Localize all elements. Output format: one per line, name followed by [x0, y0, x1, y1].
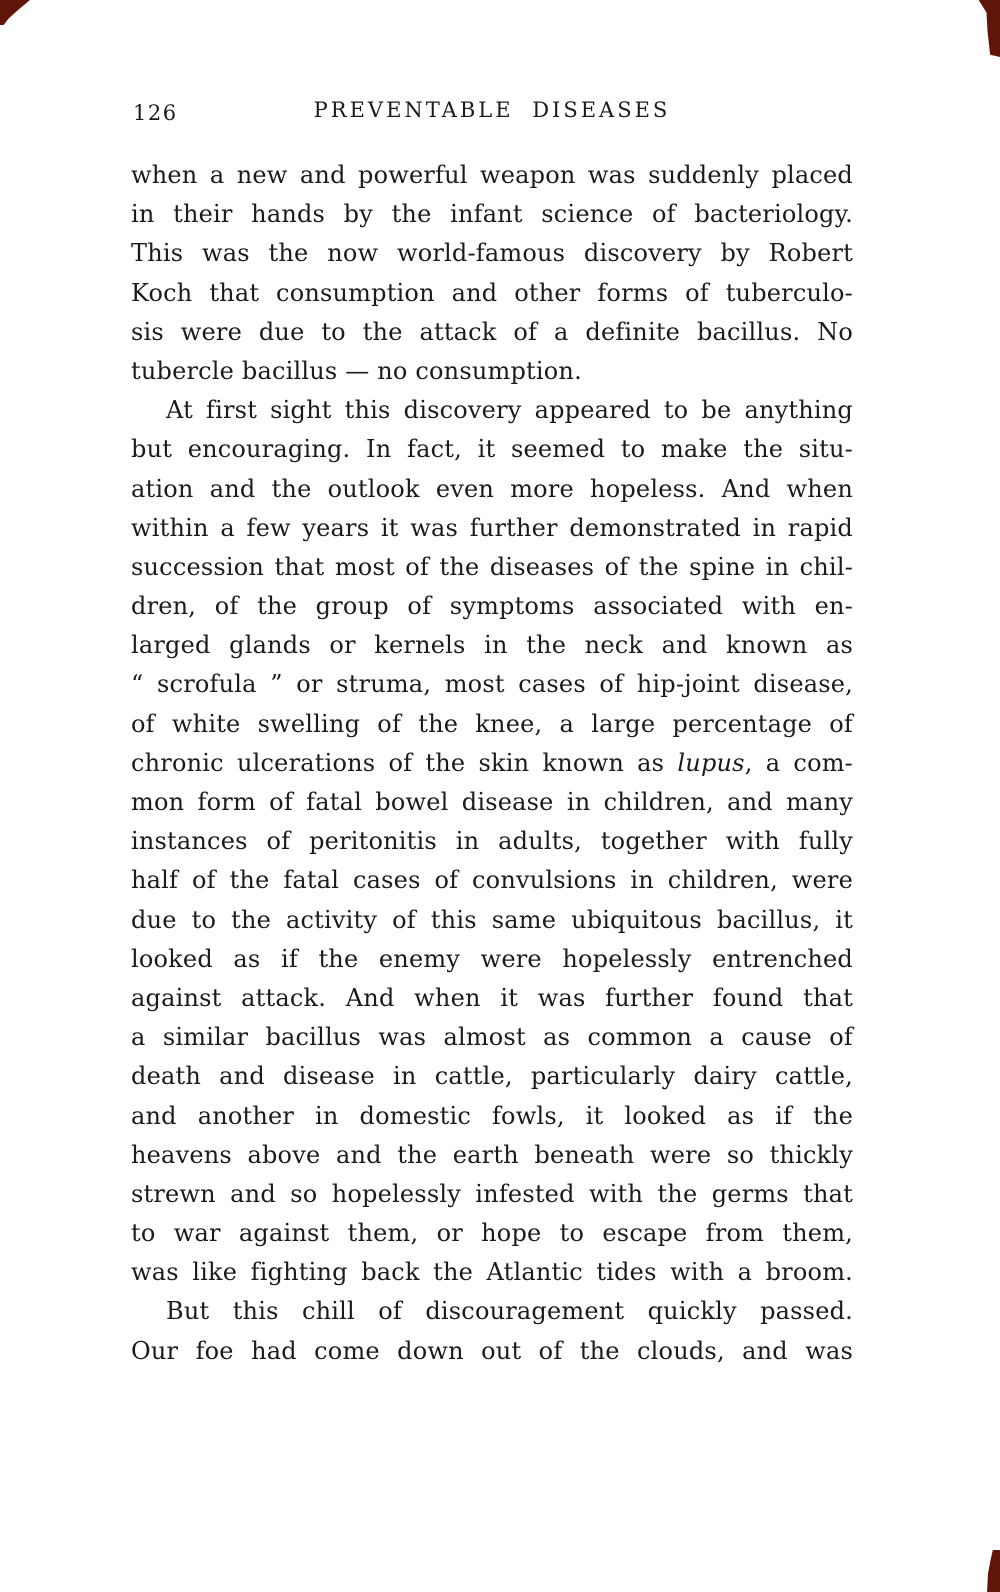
text-segment: , a com- — [744, 748, 853, 777]
text-segment: Our foe had come down out of the clouds, and was — [131, 1336, 853, 1365]
text-line — [131, 352, 853, 391]
text-line — [131, 1057, 853, 1096]
text-segment: sis were due to the attack of a definite bacillus. No — [131, 317, 853, 346]
text-line — [131, 901, 853, 940]
text-segment: within a few years it was further demonstrated in rapid — [131, 513, 853, 542]
text-segment: of white swelling of the knee, a large percentage of — [131, 709, 853, 738]
running-title: PREVENTABLE DISEASES — [313, 98, 671, 122]
text-segment: Koch that consumption and other forms of tuberculo- — [131, 278, 853, 307]
text-line — [131, 1292, 853, 1331]
italic-text: lupus — [677, 748, 745, 777]
text-segment: At first sight this discovery appeared to be anything — [166, 396, 853, 425]
text-segment: heavens above and the earth beneath were so thickly — [131, 1140, 853, 1169]
text-line — [131, 313, 853, 352]
page-body — [131, 156, 853, 1371]
text-line — [131, 234, 853, 273]
text-line — [131, 822, 853, 861]
text-line — [131, 1175, 853, 1214]
text-line — [131, 274, 853, 313]
text-line — [131, 744, 853, 783]
text-segment: looked as if the enemy were hopelessly entrenched — [131, 944, 853, 973]
text-segment: death and disease in cattle, particularly dairy cattle, — [131, 1062, 853, 1091]
text-line — [131, 509, 853, 548]
text-line — [131, 1018, 853, 1057]
text-segment: and another in domestic fowls, it looked as if the — [131, 1101, 853, 1130]
text-segment: but encouraging. In fact, it seemed to make the situ- — [131, 435, 853, 464]
text-segment: mon form of fatal bowel disease in children, and many — [131, 788, 853, 816]
text-line — [131, 1097, 853, 1136]
text-line — [131, 587, 853, 626]
text-line — [131, 705, 853, 744]
text-line — [131, 156, 853, 195]
text-segment: strewn and so hopelessly infested with the germs that — [131, 1179, 853, 1208]
text-segment: instances of peritonitis in adults, together with fully — [131, 827, 853, 856]
page-number: 126 — [133, 101, 178, 125]
text-line — [131, 1253, 853, 1292]
text-line — [131, 548, 853, 587]
text-line — [131, 665, 853, 704]
text-line — [131, 1136, 853, 1175]
text-line — [131, 979, 853, 1018]
text-segment: chronic ulcerations of the skin known as — [131, 748, 678, 777]
text-line — [131, 195, 853, 234]
scan-stain-bottom-right — [987, 1550, 1000, 1592]
text-segment: ation and the outlook even more hopeless. And when — [131, 474, 853, 503]
text-segment: larged glands or kernels in the neck and known as — [131, 631, 853, 660]
text-line — [131, 470, 853, 509]
text-line — [131, 430, 853, 469]
scan-stain-top-left — [0, 0, 30, 25]
page-header — [131, 98, 853, 126]
text-segment: But this chill of discouragement quickly passed. — [166, 1297, 853, 1326]
text-line — [131, 391, 853, 430]
scan-stain-top-right — [974, 0, 1000, 57]
text-segment: dren, of the group of symptoms associated with en- — [131, 592, 853, 621]
text-line — [131, 783, 853, 822]
text-segment: This was the now world-famous discovery by Robert — [131, 239, 853, 268]
text-segment: a similar bacillus was almost as common a cause of — [131, 1023, 853, 1052]
text-segment: tubercle bacillus — no consumption. — [131, 356, 582, 385]
text-segment: in their hands by the infant science of bacteriology. — [131, 200, 853, 229]
text-segment: to war against them, or hope to escape from them, — [131, 1219, 853, 1248]
text-line — [131, 1214, 853, 1253]
text-segment: against attack. And when it was further found that — [131, 983, 853, 1012]
text-line — [131, 861, 853, 900]
text-segment: “ scrofula ” or struma, most cases of hip-joint disease, — [131, 670, 853, 699]
text-line — [131, 626, 853, 665]
text-segment: when a new and powerful weapon was suddenly placed — [131, 161, 853, 189]
text-segment: was like fighting back the Atlantic tides with a broom. — [131, 1258, 853, 1287]
text-line — [131, 940, 853, 979]
text-line — [131, 1332, 853, 1371]
text-segment: half of the fatal cases of convulsions in children, were — [131, 866, 853, 895]
text-segment: due to the activity of this same ubiquitous bacillus, it — [131, 905, 853, 934]
text-segment: succession that most of the diseases of the spine in chil- — [131, 552, 853, 581]
